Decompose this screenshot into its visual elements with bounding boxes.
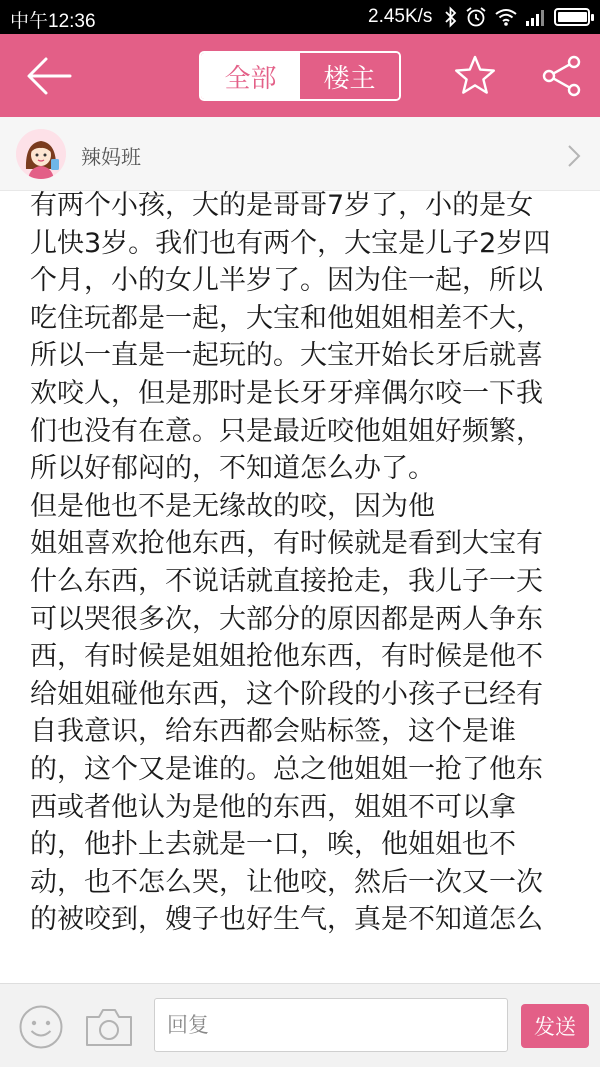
back-arrow-icon[interactable] (26, 54, 72, 98)
camera-icon[interactable] (84, 1006, 134, 1048)
author-bar[interactable] (0, 117, 600, 191)
reply-bar (0, 983, 600, 1067)
post-line: 什么东西，不说话就直接抢走，我儿子一天 (30, 565, 543, 597)
alarm-icon (465, 6, 487, 28)
status-icons (444, 4, 590, 30)
wifi-icon (494, 7, 518, 27)
status-time: 中午12:36 (10, 11, 96, 32)
post-line: 欢咬人，但是那时是长牙牙痒偶尔咬一下我 (30, 377, 543, 409)
battery-icon (554, 8, 590, 26)
avatar-illustration (16, 129, 66, 179)
post-line: 姐姐喜欢抢他东西，有时候就是看到大宝有 (30, 528, 543, 560)
bluetooth-icon (444, 6, 458, 28)
post-line: 儿快3岁。我们也有两个，大宝是儿子2岁四 (30, 227, 551, 259)
send-button[interactable]: 发送 (521, 1004, 589, 1048)
post-line: 自我意识，给东西都会贴标签，这个是谁 (30, 716, 516, 748)
post-line: 们也没有在意。只是最近咬他姐姐好频繁， (30, 415, 543, 447)
post-line: 所以一直是一起玩的。大宝开始长牙后就喜 (30, 340, 543, 372)
post-line: 所以好郁闷的，不知道怎么办了。 (30, 453, 435, 485)
post-line: 西，有时候是姐姐抢他东西，有时候是他不 (30, 641, 543, 673)
thread-filter-tabs (199, 51, 401, 101)
reply-input[interactable] (154, 998, 508, 1052)
post-line: 给姐姐碰他东西，这个阶段的小孩子已经有 (30, 678, 543, 710)
tab-all[interactable]: 全部 (201, 53, 300, 99)
post-line: 个月，小的女儿半岁了。因为住一起，所以 (30, 265, 543, 297)
tab-op-only[interactable]: 楼主 (300, 53, 399, 99)
app-header (0, 34, 600, 117)
chevron-right-icon[interactable] (566, 143, 582, 169)
post-line: 可以哭很多次，大部分的原因都是两人争东 (30, 603, 543, 635)
status-bar (0, 0, 600, 34)
post-line: 吃住玩都是一起，大宝和他姐姐相差不大， (30, 302, 543, 334)
network-speed: 2.45K/s (368, 6, 433, 27)
post-line: 西或者他认为是他的东西，姐姐不可以拿 (30, 791, 516, 823)
post-line: 的，这个又是谁的。总之他姐姐一抢了他东 (30, 753, 543, 785)
battery-fill (558, 12, 587, 22)
author-name[interactable]: 辣妈班 (81, 145, 141, 169)
post-line: 的，他扑上去就是一口，唉，他姐姐也不 (30, 829, 516, 861)
share-icon[interactable] (541, 54, 583, 98)
post-line: 有两个小孩，大的是哥哥7岁了，小的是女 (30, 190, 534, 221)
signal-icon (525, 7, 547, 27)
avatar[interactable] (16, 129, 66, 179)
post-line: 动，也不怎么哭，让他咬，然后一次又一次 (30, 866, 543, 898)
post-content (30, 187, 590, 983)
post-line: 的被咬到，嫂子也好生气，真是不知道怎么 (30, 904, 543, 936)
post-line: 但是他也不是无缘故的咬，因为他 (30, 490, 435, 522)
star-icon[interactable] (453, 54, 497, 98)
emoji-icon[interactable] (18, 1004, 64, 1050)
